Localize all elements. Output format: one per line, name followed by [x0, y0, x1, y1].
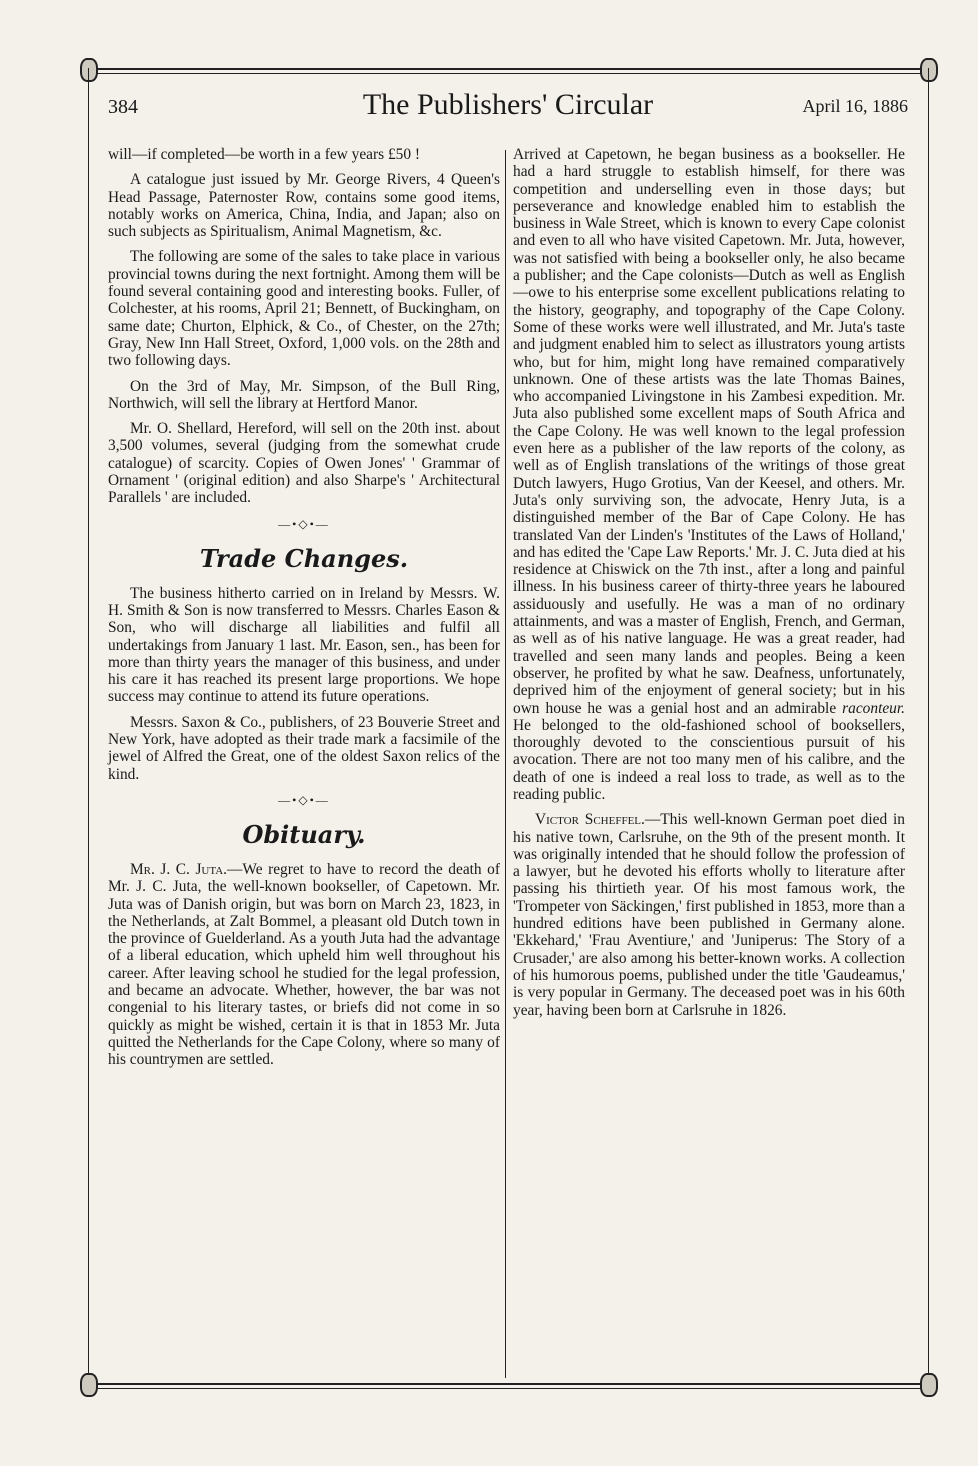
paragraph: will—if completed—be worth in a few years £50 !	[108, 146, 420, 163]
paragraph	[513, 811, 905, 1019]
page-number: 384	[108, 96, 138, 118]
section-separator: —•◇•—	[278, 516, 330, 531]
corner-ornament-icon	[920, 58, 938, 82]
obituary-lead: Victor Scheffel.	[535, 811, 645, 829]
paragraph: A catalogue just issued by Mr. George Rivers, 4 Queen's Head Passage, Paternoster Row, contains some good items, notably works on America, China, India, and Japan; also on such subjects as Spiritualism, Animal Magnetism, &c.	[108, 171, 500, 241]
trade-changes-heading: Trade Changes.	[199, 543, 409, 573]
right-column	[513, 146, 905, 1027]
paragraph: Messrs. Saxon & Co., publishers, of 23 Bouverie Street and New York, have adopted as their trade mark a facsimile of the jewel of Alfred the Great, one of the oldest Saxon relics of the kind.	[108, 713, 500, 783]
corner-ornament-icon	[920, 1373, 938, 1397]
obituary-text: —This well-known German poet died in his native town, Carlsruhe, on the 9th of the present month. It was originally intended that he should follow the profession of a lawyer, but he devoted his efforts wholly to literature after passing his thirtieth year. Of his most famous work, the 'Trompeter von Säckingen,' first published in 1853, more than a hundred editions have been published in Germany alone. 'Ekkehard,' 'Frau Aventiure,' and 'Juniperus: The Story of a Crusader,' are also among his better-known works. A collection of his humorous poems, published under the title 'Gaudeamus,' is very popular in Germany. The deceased poet was in his 60th year, having been born at Carlsruhe in 1826.	[513, 811, 905, 1019]
paragraph	[108, 861, 500, 1069]
obituary-lead: Mr. J. C. Juta.	[130, 860, 228, 878]
paragraph: The business hitherto carried on in Ireland by Messrs. W. H. Smith & Son is now transferred to Messrs. Charles Eason & Son, who will discharge all liabilities and fulfil all undertakings from January 1 last. Mr. Eason, sen., has been for more than thirty years the manager of this business, and under his care it has reached its present large proportions. We hope success may continue to attend its future operations.	[108, 584, 500, 706]
bottom-double-rule	[88, 1383, 930, 1385]
paragraph-text: He belonged to the old-fashioned school of booksellers, thoroughly devoted to the conscientious pursuit of his avocation. There are not too many men of his calibre, and the death of one is indeed a real loss to trade, as well as to the reading public.	[513, 716, 905, 803]
paragraph-text: Arrived at Capetown, he began business as a bookseller. He had a hard struggle to establish himself, for there was competition and underselling even in those days; but perseverance and knowledge enabled him to establish the business in Wale Street, which is known to every Cape colonist and even to all who have visited Capetown. Mr. Juta, however, was not satisfied with being a bookseller only, he also became a publisher; and the Cape colonists—Dutch as well as English—owe to his enterprise some excellent publications relating to the history, geography, and topography of the Cape Colony. Some of these works were well illustrated, and Mr. Juta's taste and judgment enabled him to select as illustrators young artists who, but for him, might long have remained comparatively unknown. One of these artists was the late Thomas Baines, who accompanied Livingstone in his Zambesi expedition. Mr. Juta also published some excellent maps of South Africa and the Cape Colony. He was well known to the legal profession even here as a publisher of the law reports of the colony, as well as of English translations of the writings of those great Dutch lawyers, Hugo Grotius, Van der Keesel, and others. Mr. Juta's only surviving son, the advocate, Henry Juta, is a distinguished member of the Bar of Cape Colony. He has translated Van der Linden's 'Institutes of the Laws of Holland,' and has edited the 'Cape Law Reports.' Mr. J. C. Juta died at his residence at Chiswick on the 7th inst., after a long and painful illness. In his business career of thirty-three years he laboured assiduously and usefully. He was a man of no ordinary attainments, and was a master of English, French, and German, as well as of his native language. He was a great reader, had travelled and seen many lands and peoples. Being a keen observer, he profited by what he saw. Deafness, unfortunately, deprived him of the enjoyment of general society; but in his own house he was a genial host and an admirable	[513, 146, 905, 717]
right-border-rule	[928, 68, 929, 1386]
paragraph: The following are some of the sales to take place in various provincial towns during the next fortnight. Among them will be found several containing good and interesting books. Fuller, of Colchester, at his rooms, April 21; Bennett, of Buckingham, on same date; Churton, Elphick, & Co., of Chester, on the 27th; Gray, New Inn Hall Street, Oxford, 1,000 vols. on the 28th and two following days.	[108, 248, 500, 370]
obituary-heading: Obituary.	[242, 819, 366, 849]
italic-word: raconteur.	[842, 699, 905, 717]
journal-title: The Publishers' Circular	[362, 88, 654, 121]
left-column	[108, 146, 500, 1076]
paragraph: Mr. O. Shellard, Hereford, will sell on the 20th inst. about 3,500 volumes, several (judging from the somewhat crude catalogue) of scarcity. Copies of Owen Jones' ' Grammar of Ornament ' (original edition) and also Sharpe's ' Architectural Parallels ' are included.	[108, 420, 500, 507]
top-double-rule	[88, 68, 930, 70]
page-header	[108, 88, 908, 128]
left-border-rule	[88, 68, 89, 1386]
column-divider	[505, 150, 506, 1378]
issue-date: April 16, 1886	[802, 96, 908, 116]
section-separator: —•◇•—	[278, 792, 330, 807]
paragraph	[513, 146, 905, 803]
paragraph: On the 3rd of May, Mr. Simpson, of the Bull Ring, Northwich, will sell the library at Hertford Manor.	[108, 377, 500, 412]
corner-ornament-icon	[80, 58, 98, 82]
corner-ornament-icon	[80, 1373, 98, 1397]
obituary-text: —We regret to have to record the death of Mr. J. C. Juta, the well-known bookseller, of Capetown. Mr. Juta was of Danish origin, but was born on March 23, 1823, in the Netherlands, at Zalt Bommel, a pleasant old Dutch town in the province of Guelderland. As a youth Juta had the advantage of a liberal education, which upheld him well throughout his career. After leaving school he studied for the legal profession, and became an advocate. Whether, however, the bar was not congenial to his literary tastes, or briefs did not come in so quickly as might be wished, certain it is that in 1853 Mr. Juta quitted the Netherlands for the Cape Colony, where so many of his countrymen are settled.	[108, 860, 500, 1069]
